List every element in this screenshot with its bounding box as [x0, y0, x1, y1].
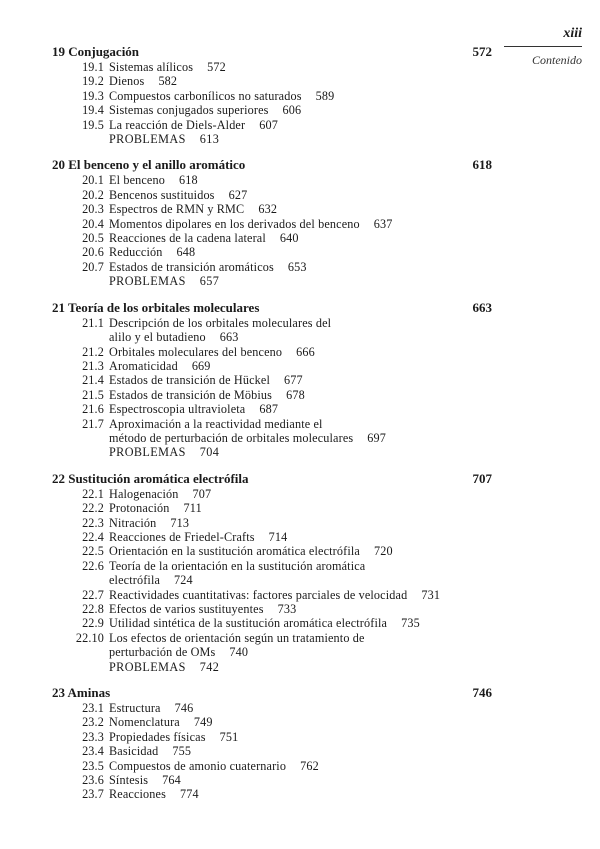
entry-number: 22.9	[82, 616, 104, 631]
entry-title: Propiedades físicas	[109, 729, 206, 744]
toc-entry[interactable]	[52, 516, 492, 530]
entry-title: Orbitales moleculares del benceno	[109, 344, 283, 359]
entry-title: Orientación en la sustitución aromática electrófila	[109, 544, 360, 559]
entry-text	[109, 744, 492, 758]
entry-number: 21.6	[82, 402, 104, 417]
entry-text	[109, 501, 492, 515]
toc-entry[interactable]	[52, 359, 492, 373]
entry-text	[109, 89, 492, 103]
entry-number: 21.4	[82, 373, 104, 388]
toc-entry[interactable]	[52, 260, 492, 274]
entry-title: Sistemas alílicos	[109, 60, 194, 74]
toc-entry[interactable]	[52, 559, 492, 588]
entry-title: Estados de transición de Hückel	[109, 373, 271, 388]
entry-text	[109, 759, 492, 773]
toc-entry[interactable]	[52, 631, 492, 660]
entry-text-line	[109, 330, 492, 344]
entry-number: 23.7	[82, 787, 104, 802]
entry-number: 22.6	[82, 558, 104, 573]
entry-text	[109, 245, 492, 259]
entry-title: Momentos dipolares en los derivados del benceno	[109, 216, 360, 231]
toc-entry[interactable]	[52, 602, 492, 616]
entry-title: Protonación	[109, 501, 170, 516]
toc-entry[interactable]	[52, 730, 492, 744]
chapter-page-number: 707	[472, 470, 492, 486]
entry-text	[109, 516, 492, 530]
entry-number: 23.3	[82, 729, 104, 744]
entry-page-number: 720	[373, 544, 393, 559]
entry-page-number: 707	[192, 486, 212, 501]
entry-page-number: 740	[229, 645, 249, 660]
chapter-section	[52, 44, 492, 146]
table-of-contents	[52, 44, 492, 813]
entry-page-number: 618	[178, 173, 198, 188]
entry-title: Teoría de la orientación en la sustitución aromática	[109, 558, 366, 573]
entry-text-line	[109, 631, 492, 645]
toc-entry[interactable]	[52, 773, 492, 787]
entry-text	[109, 715, 492, 729]
entry-text	[109, 388, 492, 402]
entry-page-number: 663	[219, 330, 239, 345]
entry-page-number: 632	[258, 202, 278, 217]
entry-page-number: 669	[191, 358, 211, 373]
entry-text-line	[109, 417, 492, 431]
entry-title: Descripción de los orbitales moleculares del	[109, 315, 332, 330]
problems-label: PROBLEMAS	[109, 132, 186, 147]
entry-page-number: 653	[287, 259, 307, 274]
entry-title: La reacción de Diels-Alder	[109, 117, 246, 132]
entry-text	[109, 118, 492, 132]
entry-page-number: 731	[421, 587, 441, 602]
entry-text	[109, 417, 492, 446]
entry-number: 22.8	[82, 602, 104, 616]
entry-number: 23.6	[82, 773, 104, 788]
chapter-heading[interactable]	[52, 44, 492, 60]
entry-text	[109, 103, 492, 117]
entry-list	[52, 60, 492, 146]
toc-entry[interactable]	[52, 373, 492, 387]
chapter-title: 23 Aminas	[52, 685, 111, 701]
entry-number: 19.2	[82, 74, 104, 89]
entry-text	[109, 359, 492, 373]
entry-text	[109, 260, 492, 274]
entry-page-number: 746	[174, 701, 194, 716]
entry-text	[109, 60, 492, 74]
entry-list	[52, 487, 492, 674]
entry-title: Reacciones de la cadena lateral	[109, 231, 266, 246]
entry-number: 22.10	[75, 630, 104, 645]
entry-title: Bencenos sustituidos	[109, 187, 215, 202]
entry-page-number: 637	[373, 216, 393, 231]
entry-number: 19.3	[82, 88, 104, 103]
entry-page-number: 607	[259, 117, 278, 132]
entry-text	[109, 202, 492, 216]
chapter-section	[52, 157, 492, 288]
entry-page-number: 677	[284, 373, 303, 388]
entry-page-number: 724	[174, 573, 193, 588]
entry-number: 20.7	[82, 259, 104, 274]
entry-text	[109, 787, 492, 801]
entry-title: Halogenación	[109, 486, 179, 501]
entry-text-line	[109, 573, 492, 587]
section-label: Contenido	[532, 53, 582, 67]
toc-entry[interactable]	[52, 202, 492, 216]
entry-page-number: 755	[172, 744, 192, 759]
toc-entry[interactable]	[52, 787, 492, 801]
problems-entry[interactable]	[52, 274, 492, 288]
entry-title: Espectroscopia ultravioleta	[109, 402, 246, 417]
entry-text	[109, 188, 492, 202]
toc-entry[interactable]	[52, 231, 492, 245]
problems-label: PROBLEMAS	[109, 659, 186, 674]
entry-title: Espectros de RMN y RMC	[109, 202, 245, 217]
entry-number: 23.5	[82, 758, 104, 773]
entry-list	[52, 701, 492, 802]
toc-entry[interactable]	[52, 118, 492, 132]
entry-title: Dienos	[109, 74, 145, 89]
chapter-section	[52, 300, 492, 460]
entry-text	[109, 588, 492, 602]
toc-entry[interactable]	[52, 701, 492, 715]
entry-number: 22.3	[82, 515, 104, 530]
entry-page-number: 627	[228, 187, 248, 202]
entry-page-number: 733	[277, 602, 297, 616]
chapter-page-number: 746	[472, 685, 492, 701]
entry-number: 23.1	[82, 701, 104, 716]
entry-title: electrófila	[109, 573, 161, 588]
entry-title: Reacciones de Friedel-Crafts	[109, 529, 255, 544]
entry-page-number: 678	[286, 387, 305, 402]
toc-entry[interactable]	[52, 103, 492, 117]
problems-page-number: 657	[199, 274, 220, 289]
entry-page-number: 749	[193, 715, 213, 730]
toc-entry[interactable]	[52, 588, 492, 602]
entry-number: 21.2	[82, 344, 104, 359]
entry-text	[109, 602, 492, 616]
entry-title: método de perturbación de orbitales moleculares	[109, 430, 354, 445]
entry-number: 20.6	[82, 245, 104, 260]
entry-text-line	[109, 431, 492, 445]
entry-text	[109, 544, 492, 558]
entry-title: Efectos de varios sustituyentes	[109, 602, 264, 616]
toc-entry[interactable]	[52, 744, 492, 758]
header-rule	[504, 46, 582, 47]
entry-text	[109, 217, 492, 231]
entry-number: 19.1	[82, 60, 104, 74]
entry-title: Reactividades cuantitativas: factores parciales de velocidad	[109, 587, 408, 602]
toc-entry[interactable]	[52, 188, 492, 202]
entry-page-number: 589	[315, 88, 335, 103]
entry-title: Aromaticidad	[109, 358, 178, 373]
entry-number: 20.3	[82, 202, 104, 217]
entry-text	[109, 487, 492, 501]
entry-title: Basicidad	[109, 744, 159, 759]
chapter-heading[interactable]	[52, 300, 492, 316]
chapter-section	[52, 685, 492, 802]
entry-number: 21.7	[82, 416, 104, 431]
entry-number: 22.5	[82, 544, 104, 559]
toc-entry[interactable]	[52, 388, 492, 402]
entry-page-number: 648	[176, 245, 196, 260]
entry-page-number: 764	[162, 773, 181, 788]
entry-title: Estados de transición aromáticos	[109, 259, 274, 274]
entry-page-number: 713	[170, 515, 190, 530]
entry-number: 20.4	[82, 216, 104, 231]
toc-entry[interactable]	[52, 316, 492, 345]
entry-title: Sistemas conjugados superiores	[109, 103, 269, 118]
toc-entry[interactable]	[52, 74, 492, 88]
entry-title: Reacciones	[109, 787, 166, 802]
entry-page-number: 572	[207, 60, 226, 74]
entry-text	[109, 402, 492, 416]
entry-number: 22.2	[82, 501, 104, 516]
entry-text-line	[109, 559, 492, 573]
entry-text	[109, 730, 492, 744]
problems-label: PROBLEMAS	[109, 445, 186, 460]
entry-text	[109, 530, 492, 544]
chapter-title: 22 Sustitución aromática electrófila	[52, 470, 249, 486]
problems-page-number: 742	[199, 659, 220, 674]
entry-text	[109, 316, 492, 345]
entry-title: Estructura	[109, 701, 161, 716]
chapter-heading[interactable]	[52, 157, 492, 173]
entry-title: Nitración	[109, 515, 157, 530]
entry-text	[109, 173, 492, 187]
chapter-heading[interactable]	[52, 685, 492, 701]
toc-entry[interactable]	[52, 217, 492, 231]
toc-entry[interactable]	[52, 616, 492, 630]
entry-text-line	[109, 645, 492, 659]
problems-entry[interactable]	[52, 445, 492, 459]
entry-page-number: 666	[296, 344, 315, 359]
entry-page-number: 762	[300, 758, 319, 773]
entry-text	[109, 373, 492, 387]
entry-title: Compuestos de amonio cuaternario	[109, 758, 287, 773]
entry-title: perturbación de OMs	[109, 645, 216, 660]
toc-entry[interactable]	[52, 759, 492, 773]
entry-title: Utilidad sintética de la sustitución aromática electrófila	[109, 616, 388, 631]
chapter-title: 20 El benceno y el anillo aromático	[52, 157, 246, 173]
entry-number: 19.5	[82, 117, 104, 132]
entry-number: 21.5	[82, 387, 104, 402]
entry-page-number: 687	[259, 402, 279, 417]
entry-text	[109, 231, 492, 245]
problems-entry[interactable]	[52, 660, 492, 674]
entry-number: 21.3	[82, 358, 104, 373]
entry-title: Compuestos carbonílicos no saturados	[109, 88, 302, 103]
chapter-title: 21 Teoría de los orbitales moleculares	[52, 299, 260, 315]
entry-text	[109, 616, 492, 630]
entry-number: 23.2	[82, 715, 104, 730]
entry-number: 21.1	[82, 315, 104, 330]
entry-page-number: 711	[183, 501, 202, 516]
toc-entry[interactable]	[52, 89, 492, 103]
entry-title: Síntesis	[109, 773, 149, 788]
toc-entry[interactable]	[52, 501, 492, 515]
toc-entry[interactable]	[52, 173, 492, 187]
entry-text	[109, 701, 492, 715]
entry-title: El benceno	[109, 173, 165, 188]
chapter-page-number: 663	[472, 299, 492, 315]
entry-title: Aproximación a la reactividad mediante el	[109, 416, 323, 431]
entry-text-line	[109, 316, 492, 330]
entry-title: Reducción	[109, 245, 163, 260]
chapter-page-number: 618	[472, 157, 492, 173]
entry-page-number: 714	[268, 529, 288, 544]
entry-number: 22.1	[82, 486, 104, 501]
page-number: xiii	[563, 26, 582, 41]
entry-page-number: 697	[367, 430, 387, 445]
entry-number: 20.5	[82, 231, 104, 246]
entry-title: Los efectos de orientación según un tratamiento de	[109, 630, 365, 645]
toc-entry[interactable]	[52, 544, 492, 558]
entry-list	[52, 173, 492, 288]
entry-page-number: 640	[279, 231, 299, 246]
chapter-page-number: 572	[472, 44, 492, 59]
toc-entry[interactable]	[52, 60, 492, 74]
entry-text	[109, 773, 492, 787]
entry-text	[109, 345, 492, 359]
entry-title: Nomenclatura	[109, 715, 180, 730]
toc-entry[interactable]	[52, 345, 492, 359]
entry-page-number: 582	[158, 74, 178, 89]
entry-number: 19.4	[82, 103, 104, 118]
page-header	[502, 26, 582, 68]
toc-entry[interactable]	[52, 715, 492, 729]
entry-title: Estados de transición de Möbius	[109, 387, 273, 402]
problems-label: PROBLEMAS	[109, 274, 186, 289]
toc-entry[interactable]	[52, 487, 492, 501]
problems-page-number: 704	[199, 445, 220, 460]
entry-number: 23.4	[82, 744, 104, 759]
entry-page-number: 774	[180, 787, 199, 802]
entry-list	[52, 316, 492, 460]
entry-number: 22.7	[82, 587, 104, 602]
entry-page-number: 606	[282, 103, 302, 118]
problems-entry[interactable]	[52, 132, 492, 146]
entry-number: 20.2	[82, 187, 104, 202]
entry-page-number: 735	[401, 616, 420, 631]
entry-text	[109, 74, 492, 88]
toc-entry[interactable]	[52, 245, 492, 259]
chapter-title: 19 Conjugación	[52, 44, 140, 59]
entry-title: alilo y el butadieno	[109, 330, 206, 345]
toc-entry[interactable]	[52, 402, 492, 416]
entry-page-number: 751	[219, 729, 239, 744]
chapter-heading[interactable]	[52, 471, 492, 487]
entry-text	[109, 559, 492, 588]
entry-number: 20.1	[82, 173, 104, 188]
toc-entry[interactable]	[52, 530, 492, 544]
entry-text	[109, 631, 492, 660]
problems-page-number: 613	[199, 132, 220, 147]
entry-number: 22.4	[82, 529, 104, 544]
chapter-section	[52, 471, 492, 674]
toc-entry[interactable]	[52, 417, 492, 446]
